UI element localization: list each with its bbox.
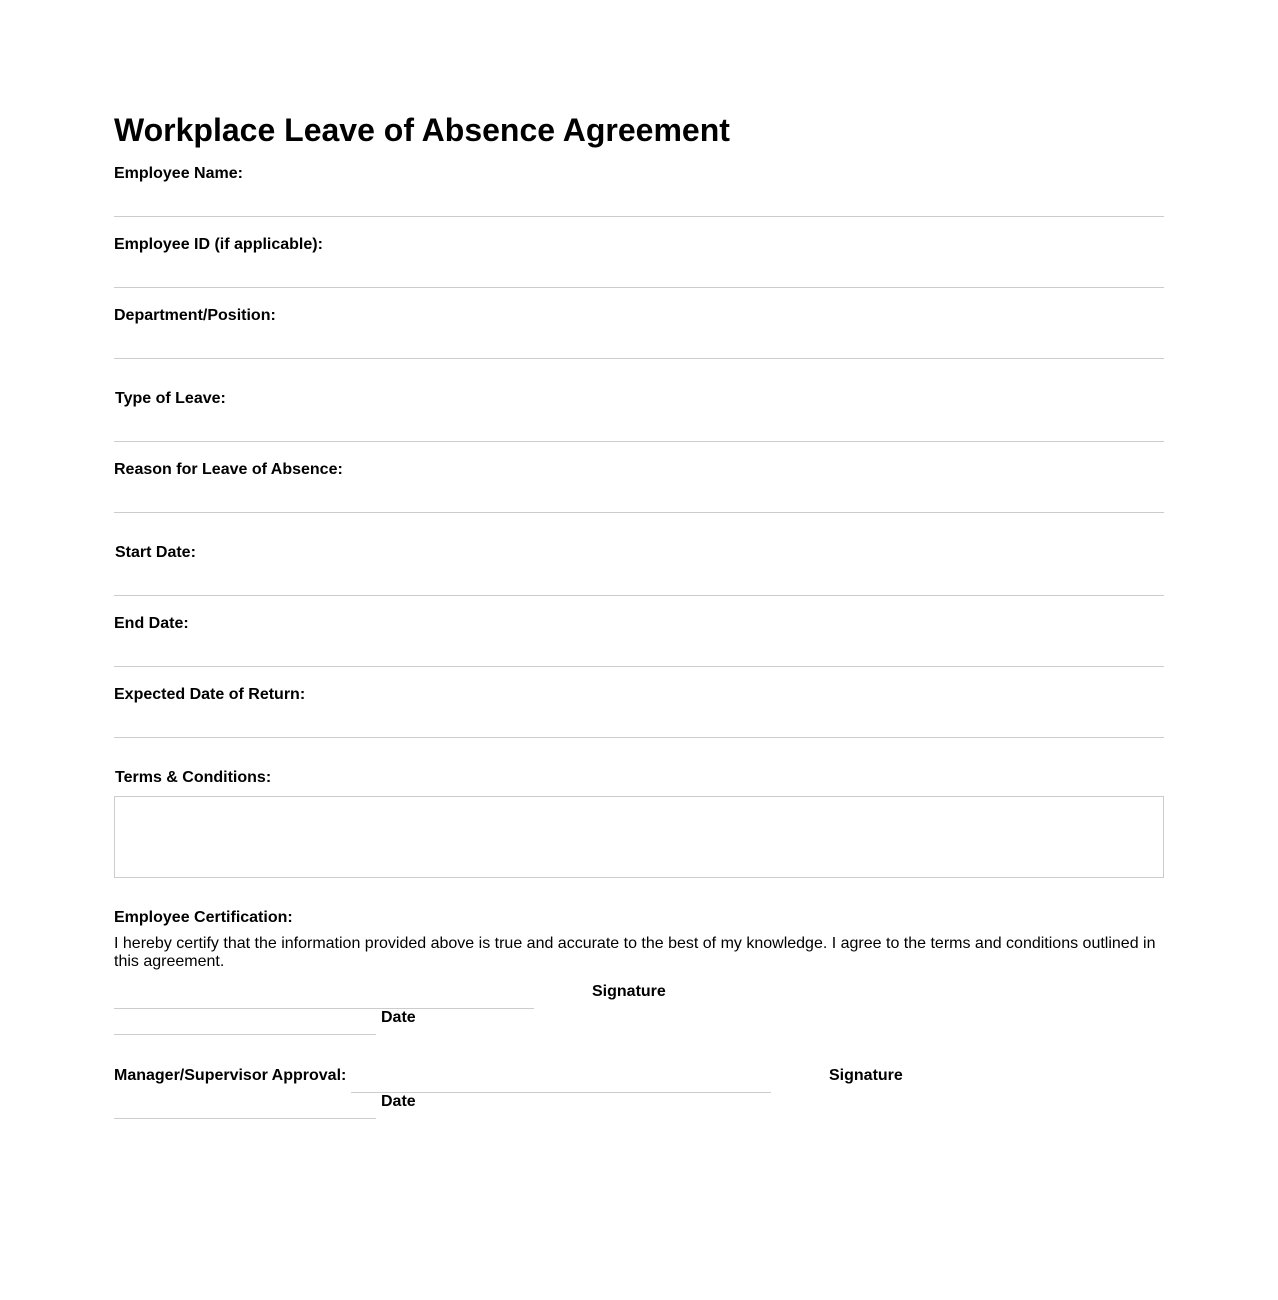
department-position-label: Department/Position: (114, 307, 276, 324)
certification-label: Employee Certification: (114, 909, 293, 926)
start-date-label: Start Date: (115, 544, 196, 561)
department-position-field[interactable] (114, 337, 1164, 359)
leave-reason-field[interactable] (114, 491, 1164, 513)
employee-id-label: Employee ID (if applicable): (114, 236, 323, 253)
employee-signature-label: Signature (592, 983, 666, 1000)
manager-signature-label: Signature (829, 1067, 903, 1084)
employee-name-field[interactable] (114, 195, 1164, 217)
return-date-label: Expected Date of Return: (114, 686, 306, 703)
start-date-field[interactable] (114, 574, 1164, 596)
terms-textarea[interactable] (114, 796, 1164, 878)
end-date-field[interactable] (114, 645, 1164, 667)
employee-name-label: Employee Name: (114, 165, 243, 182)
manager-signature-field[interactable] (351, 1073, 771, 1093)
employee-id-field[interactable] (114, 266, 1164, 288)
approval-label: Manager/Supervisor Approval: (114, 1067, 347, 1084)
page-title: Workplace Leave of Absence Agreement (114, 112, 730, 148)
manager-date-field[interactable] (114, 1099, 376, 1119)
employee-signature-field[interactable] (114, 989, 534, 1009)
manager-date-label: Date (381, 1093, 416, 1110)
leave-type-label: Type of Leave: (115, 390, 226, 407)
return-date-field[interactable] (114, 716, 1164, 738)
leave-reason-label: Reason for Leave of Absence: (114, 461, 343, 478)
employee-date-label: Date (381, 1009, 416, 1026)
end-date-label: End Date: (114, 615, 189, 632)
terms-label: Terms & Conditions: (115, 769, 272, 786)
certification-text: I hereby certify that the information provided above is true and accurate to the best of my knowledge. I agree to the terms and conditions outlined in this agreement. (114, 935, 1156, 970)
leave-type-field[interactable] (114, 420, 1164, 442)
employee-date-field[interactable] (114, 1015, 376, 1035)
